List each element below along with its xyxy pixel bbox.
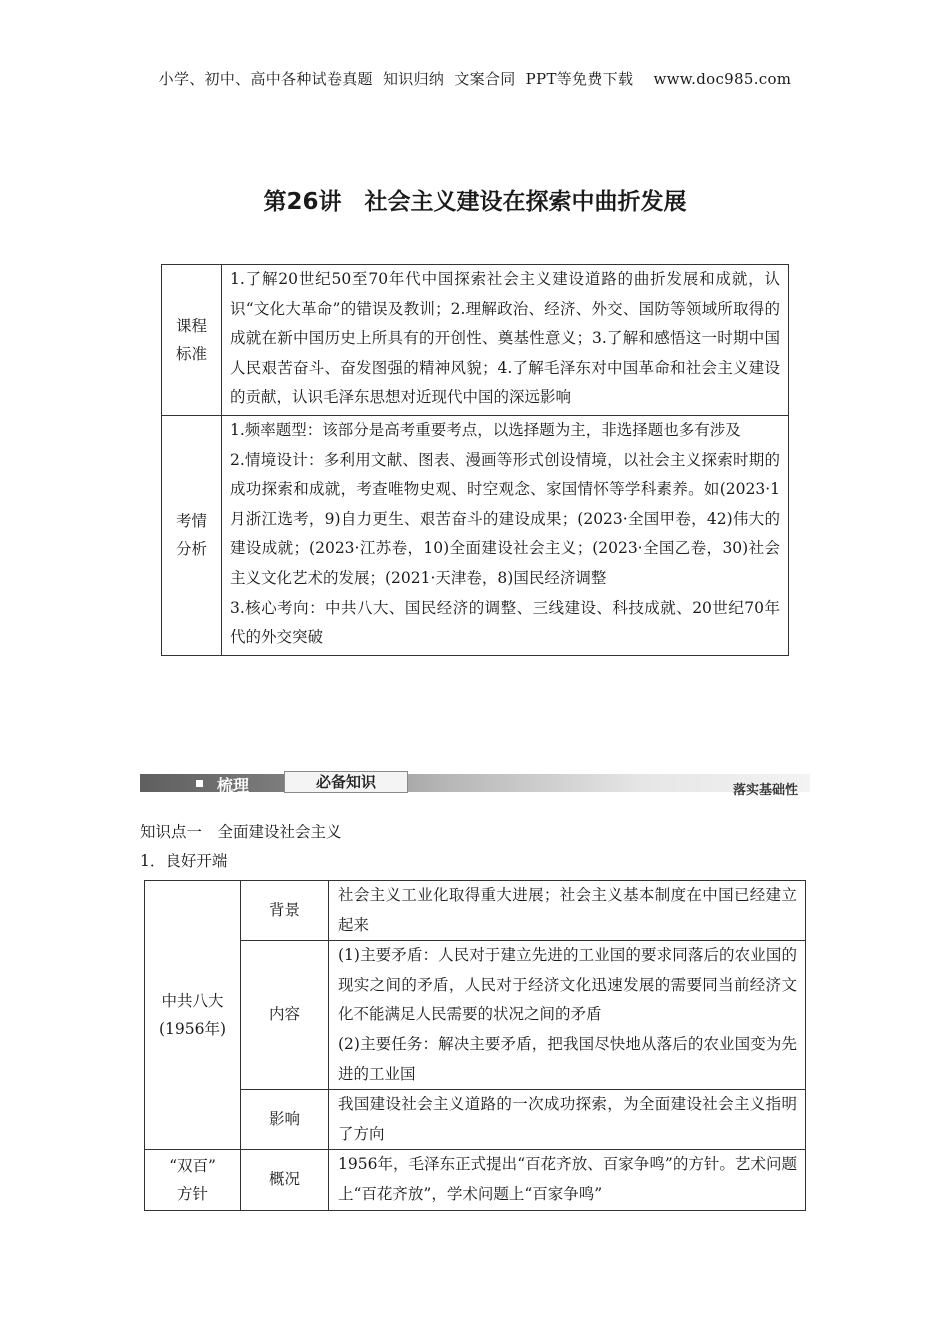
knowledge-point-subtitle: 1．良好开端 [140,852,228,870]
content-paragraph: (1)主要矛盾：人民对于建立先进的工业国的要求同落后的农业国的现实之间的矛盾，人民对于经济文化迅速发展的需要同当前经济文化不能满足人民需要的状况之间的矛盾 [338,946,797,1024]
curriculum-standards-content: 1.了解20世纪50至70年代中国探索社会主义建设道路的曲折发展和成就，认识“文化大革命”的错误及教训；2.理解政治、经济、外交、国防等领域所取得的成就在新中国历史上所具有的开创性、奠基性意义；3.了解和感悟这一时期中国人民艰苦奋斗、奋发图强的精神风貌；4.了解毛泽东对中国革命和社会主义建设的贡献，认识毛泽东思想对近现代中国的深远影响 [222,265,789,416]
row-label-line: 课程 [175,316,207,335]
table-row [145,1150,806,1210]
table-row [162,415,789,655]
exam-analysis-paragraph: 2.情境设计：多利用文献、图表、漫画等形式创设情境，以社会主义探索时期的成功探索和成就，考查唯物史观、时空观念、家国情怀等学科素养。如(2023·1月浙江选考，9)自力更生、艰苦奋斗的建设成果；(2023·全国甲卷，42)伟大的建设成就；(2023·江苏卷，10)全面建设社会主义；(2023·全国乙卷，30)社会主义文化艺术的发展；(2021·天津卷，8)国民经济调整 [230,450,780,587]
table-row [145,941,806,1090]
page-header: 小学、初中、高中各种试卷真题 知识归纳 文案合同 PPT等免费下载 www.doc985.com [158,70,792,88]
knowledge-point-title: 知识点一 全面建设社会主义 [140,823,342,841]
group-label-line: “双百” [169,1156,216,1175]
banner-right-label: 落实基础性 [732,783,798,798]
row-label-line: 分析 [175,540,207,559]
row-label-line: 考情 [175,512,207,531]
banner-box-label: 必备知识 [284,771,408,793]
curriculum-standards-table [161,264,789,656]
group-label-line: 方针 [176,1184,208,1203]
section-banner [140,771,810,799]
exam-analysis-paragraph: 1.频率题型：该部分是高考重要考点，以选择题为主，非选择题也多有涉及 [230,420,741,439]
group-label-line: (1956年) [158,1020,227,1039]
lesson-title: 第26讲 社会主义建设在探索中曲折发展 [263,189,687,215]
content-paragraph: (2)主要任务：解决主要矛盾，把我国尽快地从落后的农业国变为先进的工业国 [338,1034,797,1083]
good-start-table [144,880,806,1211]
table-row [162,265,789,416]
square-bullet-icon [196,780,203,787]
row-label: 影响 [241,1090,329,1150]
banner-left-label: 梳理 [217,776,250,795]
table-row [145,881,806,941]
row-label [162,415,222,655]
row-content [329,941,806,1090]
row-label-line: 标准 [175,344,207,363]
row-label: 背景 [241,881,329,941]
exam-analysis-paragraph: 3.核心考向：中共八大、国民经济的调整、三线建设、科技成就、20世纪70年代的外交突破 [230,598,780,647]
row-label: 概况 [241,1150,329,1210]
table-row [145,1090,806,1150]
group-label [145,1150,241,1210]
group-label [145,881,241,1150]
exam-analysis-content [222,415,789,655]
row-label: 内容 [241,941,329,1090]
row-content: 1956年，毛泽东正式提出“百花齐放、百家争鸣”的方针。艺术问题上“百花齐放”，学术问题上“百家争鸣” [329,1150,806,1210]
row-content: 社会主义工业化取得重大进展；社会主义基本制度在中国已经建立起来 [329,881,806,941]
row-content: 我国建设社会主义道路的一次成功探索，为全面建设社会主义指明了方向 [329,1090,806,1150]
row-label [162,265,222,416]
group-label-line: 中共八大 [161,992,224,1011]
